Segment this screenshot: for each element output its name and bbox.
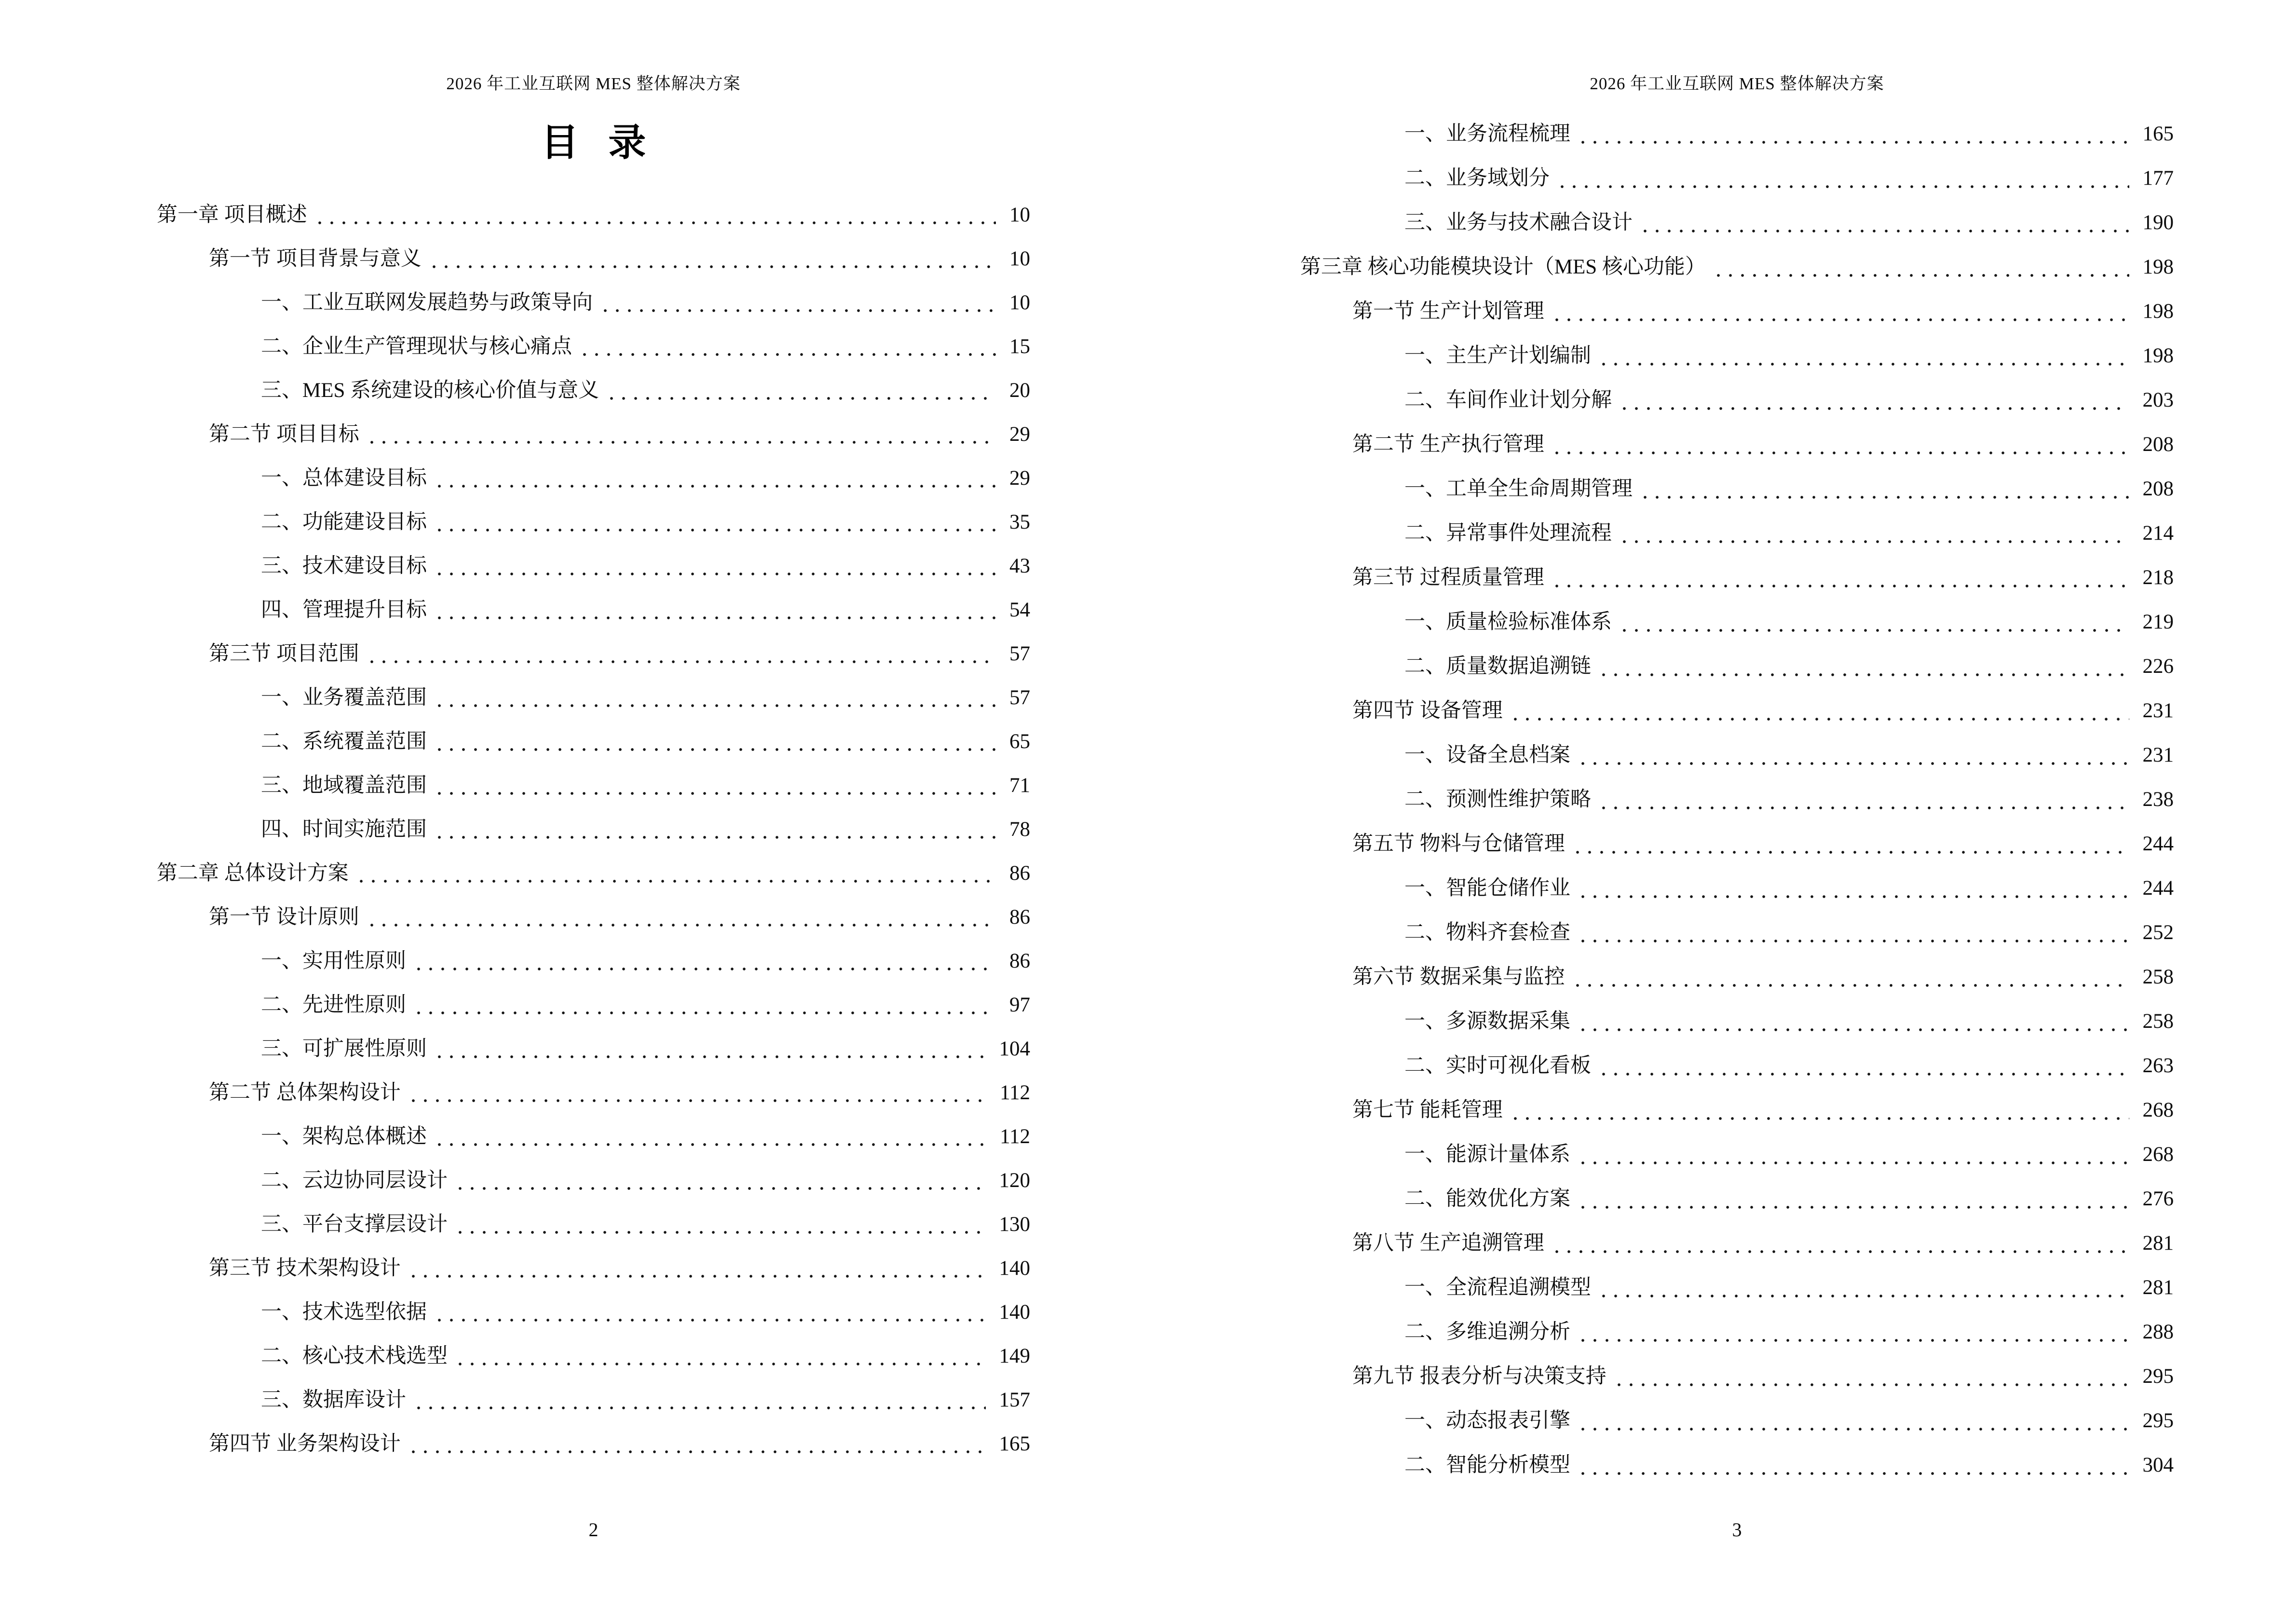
toc-entry-page: 149 bbox=[999, 1345, 1030, 1367]
dot-leader bbox=[1551, 289, 2129, 334]
toc-entry-label: 一、技术选型依据 bbox=[261, 1301, 427, 1324]
toc-entry bbox=[1300, 778, 2174, 822]
dot-leader bbox=[1551, 1221, 2129, 1266]
dot-leader bbox=[408, 1422, 986, 1466]
dot-leader bbox=[1572, 822, 2129, 866]
dot-leader bbox=[314, 193, 996, 237]
dot-leader bbox=[434, 1115, 986, 1159]
toc-entry-label: 一、工单全生命周期管理 bbox=[1404, 478, 1633, 500]
toc-entry-label: 一、总体建设目标 bbox=[261, 467, 427, 490]
toc-entry-label: 二、能效优化方案 bbox=[1404, 1187, 1570, 1210]
toc-entry-label: 一、主生产计划编制 bbox=[1404, 344, 1591, 367]
toc-entry bbox=[1300, 112, 2174, 156]
toc-entry bbox=[157, 281, 1030, 325]
toc-entry bbox=[1300, 999, 2174, 1044]
dot-leader bbox=[454, 1334, 986, 1378]
dot-leader bbox=[366, 412, 996, 456]
toc-entry bbox=[157, 588, 1030, 632]
page-number-left: 2 bbox=[588, 1519, 599, 1541]
toc-entry bbox=[157, 1071, 1030, 1115]
toc-entry-page: 120 bbox=[999, 1169, 1030, 1192]
toc-entry-label: 第三章 核心功能模块设计（MES 核心功能） bbox=[1300, 256, 1706, 278]
toc-entry-label: 二、系统覆盖范围 bbox=[261, 730, 427, 753]
toc-entry-label: 一、业务覆盖范围 bbox=[261, 686, 427, 709]
toc-entry bbox=[157, 544, 1030, 588]
toc-entry-page: 57 bbox=[1009, 686, 1030, 709]
dot-leader bbox=[408, 1246, 986, 1290]
toc-entry-label: 一、多源数据采集 bbox=[1404, 1010, 1570, 1033]
toc-entry bbox=[157, 412, 1030, 456]
toc-entry-label: 一、架构总体概述 bbox=[261, 1125, 427, 1148]
dot-leader bbox=[1619, 600, 2129, 644]
toc-entry-page: 190 bbox=[2142, 211, 2174, 234]
toc-entry-label: 二、智能分析模型 bbox=[1404, 1454, 1570, 1476]
toc-entry-page: 295 bbox=[2142, 1409, 2174, 1432]
dot-leader bbox=[434, 764, 996, 807]
toc-entry bbox=[157, 237, 1030, 281]
dot-leader bbox=[1598, 334, 2129, 378]
dot-leader bbox=[413, 983, 996, 1027]
dot-leader bbox=[1577, 1133, 2129, 1177]
toc-entry bbox=[157, 895, 1030, 939]
toc-entry-label: 二、核心技术栈选型 bbox=[261, 1345, 448, 1367]
toc-entry-label: 一、动态报表引擎 bbox=[1404, 1409, 1570, 1432]
dot-leader bbox=[434, 544, 996, 588]
toc-entry bbox=[1300, 1443, 2174, 1488]
dot-leader bbox=[454, 1159, 986, 1202]
dot-leader bbox=[413, 1378, 986, 1422]
toc-entry-label: 一、智能仓储作业 bbox=[1404, 877, 1570, 900]
toc-entry-label: 一、质量检验标准体系 bbox=[1404, 611, 1612, 633]
toc-entry-label: 一、设备全息档案 bbox=[1404, 744, 1570, 766]
toc-entry bbox=[157, 368, 1030, 412]
toc-entry-page: 304 bbox=[2142, 1454, 2174, 1476]
toc-entry-page: 112 bbox=[1000, 1125, 1030, 1148]
toc-entry bbox=[157, 1422, 1030, 1466]
toc-entry-label: 二、业务域划分 bbox=[1404, 167, 1550, 190]
toc-entry bbox=[157, 1027, 1030, 1071]
dot-leader bbox=[1577, 1399, 2129, 1443]
dot-leader bbox=[434, 807, 996, 851]
toc-entry-page: 86 bbox=[1009, 906, 1030, 928]
dot-leader bbox=[1598, 1266, 2129, 1310]
toc-entry bbox=[1300, 689, 2174, 733]
dot-leader bbox=[606, 368, 996, 412]
dot-leader bbox=[454, 1202, 986, 1246]
toc-entry-page: 218 bbox=[2142, 566, 2174, 589]
toc-entry bbox=[1300, 1310, 2174, 1354]
toc-entry bbox=[1300, 201, 2174, 245]
toc-entry-page: 140 bbox=[999, 1257, 1030, 1280]
dot-leader bbox=[1556, 156, 2129, 201]
dot-leader bbox=[1639, 201, 2129, 245]
toc-entry-page: 10 bbox=[1009, 247, 1030, 270]
toc-entry bbox=[157, 456, 1030, 500]
toc-entry-page: 112 bbox=[1000, 1081, 1030, 1104]
dot-leader bbox=[428, 237, 996, 281]
toc-entry bbox=[1300, 866, 2174, 911]
toc-entry-page: 29 bbox=[1009, 467, 1030, 490]
toc-entry-label: 二、质量数据追溯链 bbox=[1404, 655, 1591, 678]
toc-entry-label: 第三节 过程质量管理 bbox=[1352, 566, 1544, 589]
toc-entry-label: 四、时间实施范围 bbox=[261, 818, 427, 841]
toc-entry-page: 252 bbox=[2142, 921, 2174, 944]
toc-entry-page: 238 bbox=[2142, 788, 2174, 811]
dot-leader bbox=[1619, 378, 2129, 423]
toc-entry-label: 三、MES 系统建设的核心价值与意义 bbox=[261, 379, 599, 402]
toc-entry bbox=[157, 939, 1030, 983]
toc-entry-label: 第九节 报表分析与决策支持 bbox=[1352, 1365, 1606, 1388]
toc-entry-label: 二、多维追溯分析 bbox=[1404, 1321, 1570, 1343]
toc-entry-page: 43 bbox=[1009, 555, 1030, 577]
toc-entry-label: 三、数据库设计 bbox=[261, 1389, 406, 1411]
toc-entry-label: 三、可扩展性原则 bbox=[261, 1037, 427, 1060]
toc-entry-page: 130 bbox=[999, 1213, 1030, 1236]
page-number-right: 3 bbox=[1732, 1519, 1742, 1541]
toc-entry-page: 20 bbox=[1009, 379, 1030, 402]
toc-entry-label: 第二章 总体设计方案 bbox=[157, 862, 349, 885]
toc-entry-page: 295 bbox=[2142, 1365, 2174, 1388]
dot-leader bbox=[1577, 1310, 2129, 1354]
dot-leader bbox=[1598, 1044, 2129, 1088]
dot-leader bbox=[408, 1071, 986, 1115]
toc-entry-label: 第五节 物料与仓储管理 bbox=[1352, 832, 1565, 855]
toc-entry-page: 78 bbox=[1009, 818, 1030, 841]
toc-entry bbox=[1300, 1266, 2174, 1310]
toc-page-right bbox=[1144, 0, 2287, 1624]
toc-entry-label: 二、异常事件处理流程 bbox=[1404, 522, 1612, 545]
toc-entry-page: 10 bbox=[1009, 291, 1030, 314]
toc-entry-page: 276 bbox=[2142, 1187, 2174, 1210]
dot-leader bbox=[1572, 955, 2129, 999]
toc-entry-page: 65 bbox=[1009, 730, 1030, 753]
toc-entry-page: 177 bbox=[2142, 167, 2174, 190]
toc-entry-page: 140 bbox=[999, 1301, 1030, 1324]
toc-entry-label: 第四节 设备管理 bbox=[1352, 699, 1503, 722]
dot-leader bbox=[1577, 112, 2129, 156]
toc-entry-page: 281 bbox=[2142, 1232, 2174, 1255]
toc-entry-page: 71 bbox=[1009, 774, 1030, 797]
toc-entry bbox=[1300, 1354, 2174, 1399]
toc-entry-page: 86 bbox=[1009, 862, 1030, 885]
toc-entry-page: 258 bbox=[2142, 966, 2174, 988]
dot-leader bbox=[579, 325, 996, 368]
toc-entry-label: 二、云边协同层设计 bbox=[261, 1169, 448, 1192]
dot-leader bbox=[1510, 1088, 2129, 1133]
toc-entry bbox=[1300, 1044, 2174, 1088]
toc-entry-page: 281 bbox=[2142, 1276, 2174, 1299]
toc-entry bbox=[157, 1115, 1030, 1159]
toc-entry bbox=[157, 1246, 1030, 1290]
dot-leader bbox=[434, 456, 996, 500]
toc-entry-label: 第一章 项目概述 bbox=[157, 204, 307, 226]
toc-entry-page: 231 bbox=[2142, 699, 2174, 722]
toc-entry-label: 第六节 数据采集与监控 bbox=[1352, 966, 1565, 988]
toc-entry bbox=[157, 1159, 1030, 1202]
dot-leader bbox=[1551, 556, 2129, 600]
toc-entry-label: 二、物料齐套检查 bbox=[1404, 921, 1570, 944]
toc-entry-label: 第四节 业务架构设计 bbox=[209, 1433, 401, 1455]
dot-leader bbox=[366, 895, 996, 939]
toc-entry-label: 第七节 能耗管理 bbox=[1352, 1099, 1503, 1121]
dot-leader bbox=[1613, 1354, 2129, 1399]
toc-entry-label: 一、业务流程梳理 bbox=[1404, 123, 1570, 145]
dot-leader bbox=[1713, 245, 2129, 289]
toc-entry-label: 三、地域覆盖范围 bbox=[261, 774, 427, 797]
toc-list-left bbox=[157, 193, 1030, 1466]
toc-entry-page: 15 bbox=[1009, 335, 1030, 358]
toc-entry-page: 54 bbox=[1009, 599, 1030, 621]
toc-entry-page: 244 bbox=[2142, 877, 2174, 900]
dot-leader bbox=[1551, 423, 2129, 467]
toc-entry-page: 268 bbox=[2142, 1143, 2174, 1166]
dot-leader bbox=[434, 676, 996, 720]
toc-entry-label: 一、工业互联网发展趋势与政策导向 bbox=[261, 291, 593, 314]
dot-leader bbox=[1577, 733, 2129, 778]
toc-entry bbox=[1300, 600, 2174, 644]
dot-leader bbox=[1577, 866, 2129, 911]
toc-entry bbox=[157, 193, 1030, 237]
toc-entry bbox=[1300, 1088, 2174, 1133]
dot-leader bbox=[1639, 467, 2129, 511]
toc-entry-page: 198 bbox=[2142, 256, 2174, 278]
toc-entry-page: 29 bbox=[1009, 423, 1030, 446]
toc-entry-label: 二、车间作业计划分解 bbox=[1404, 389, 1612, 411]
toc-entry-page: 203 bbox=[2142, 389, 2174, 411]
toc-entry-page: 219 bbox=[2142, 611, 2174, 633]
toc-entry-label: 二、实时可视化看板 bbox=[1404, 1054, 1591, 1077]
toc-entry-page: 288 bbox=[2142, 1321, 2174, 1343]
dot-leader bbox=[1598, 644, 2129, 689]
toc-entry bbox=[1300, 511, 2174, 556]
toc-entry-label: 第一节 设计原则 bbox=[209, 906, 359, 928]
toc-entry bbox=[1300, 1399, 2174, 1443]
toc-entry bbox=[157, 1378, 1030, 1422]
toc-entry-page: 214 bbox=[2142, 522, 2174, 545]
dot-leader bbox=[413, 939, 996, 983]
toc-entry bbox=[157, 676, 1030, 720]
dot-leader bbox=[1577, 1177, 2129, 1221]
toc-entry bbox=[1300, 334, 2174, 378]
document-header: 2026 年工业互联网 MES 整体解决方案 bbox=[446, 74, 741, 93]
toc-entry-label: 二、预测性维护策略 bbox=[1404, 788, 1591, 811]
dot-leader bbox=[1510, 689, 2129, 733]
toc-entry-page: 157 bbox=[999, 1389, 1030, 1411]
toc-entry-page: 263 bbox=[2142, 1054, 2174, 1077]
toc-entry-label: 第八节 生产追溯管理 bbox=[1352, 1232, 1544, 1255]
dot-leader bbox=[1577, 1443, 2129, 1488]
toc-entry bbox=[157, 764, 1030, 807]
toc-entry-label: 一、全流程追溯模型 bbox=[1404, 1276, 1591, 1299]
toc-entry-page: 198 bbox=[2142, 300, 2174, 323]
toc-entry bbox=[1300, 378, 2174, 423]
dot-leader bbox=[355, 851, 996, 895]
toc-entry bbox=[157, 807, 1030, 851]
toc-entry bbox=[157, 983, 1030, 1027]
toc-entry-page: 97 bbox=[1009, 994, 1030, 1016]
toc-entry-page: 231 bbox=[2142, 744, 2174, 766]
toc-entry-page: 268 bbox=[2142, 1099, 2174, 1121]
dot-leader bbox=[1598, 778, 2129, 822]
dot-leader bbox=[1619, 511, 2129, 556]
toc-entry bbox=[1300, 289, 2174, 334]
toc-entry bbox=[157, 1290, 1030, 1334]
dot-leader bbox=[434, 1027, 986, 1071]
toc-entry-label: 第一节 生产计划管理 bbox=[1352, 300, 1544, 323]
toc-entry bbox=[1300, 423, 2174, 467]
dot-leader bbox=[1577, 999, 2129, 1044]
dot-leader bbox=[1577, 911, 2129, 955]
toc-list-right bbox=[1300, 112, 2174, 1488]
dot-leader bbox=[434, 1290, 986, 1334]
toc-entry bbox=[157, 1202, 1030, 1246]
toc-entry-label: 二、企业生产管理现状与核心痛点 bbox=[261, 335, 572, 358]
toc-entry bbox=[1300, 556, 2174, 600]
toc-entry-label: 三、业务与技术融合设计 bbox=[1404, 211, 1633, 234]
toc-entry bbox=[1300, 1221, 2174, 1266]
dot-leader bbox=[434, 500, 996, 544]
toc-entry bbox=[1300, 467, 2174, 511]
toc-entry-page: 165 bbox=[2142, 123, 2174, 145]
dot-leader bbox=[599, 281, 996, 325]
toc-entry-label: 二、功能建设目标 bbox=[261, 511, 427, 533]
toc-entry-page: 57 bbox=[1009, 642, 1030, 665]
toc-entry-label: 三、技术建设目标 bbox=[261, 555, 427, 577]
toc-entry-label: 一、实用性原则 bbox=[261, 950, 406, 972]
toc-entry bbox=[1300, 1177, 2174, 1221]
toc-entry bbox=[157, 1334, 1030, 1378]
toc-entry-page: 104 bbox=[999, 1037, 1030, 1060]
toc-entry bbox=[157, 325, 1030, 368]
toc-entry bbox=[1300, 1133, 2174, 1177]
dot-leader bbox=[366, 632, 996, 676]
toc-entry-page: 10 bbox=[1009, 204, 1030, 226]
document-header: 2026 年工业互联网 MES 整体解决方案 bbox=[1590, 74, 1884, 93]
toc-entry bbox=[1300, 245, 2174, 289]
toc-entry bbox=[1300, 955, 2174, 999]
toc-entry bbox=[1300, 156, 2174, 201]
toc-entry-page: 226 bbox=[2142, 655, 2174, 678]
toc-entry bbox=[157, 632, 1030, 676]
toc-entry bbox=[1300, 733, 2174, 778]
toc-entry-label: 第一节 项目背景与意义 bbox=[209, 247, 422, 270]
toc-entry-page: 165 bbox=[999, 1433, 1030, 1455]
toc-entry bbox=[1300, 911, 2174, 955]
dot-leader bbox=[434, 720, 996, 764]
toc-title: 目 录 bbox=[541, 122, 646, 164]
toc-entry-page: 208 bbox=[2142, 433, 2174, 456]
toc-entry bbox=[157, 851, 1030, 895]
toc-entry bbox=[1300, 644, 2174, 689]
toc-entry-label: 第二节 生产执行管理 bbox=[1352, 433, 1544, 456]
toc-entry-page: 258 bbox=[2142, 1010, 2174, 1033]
toc-entry bbox=[157, 500, 1030, 544]
toc-entry-page: 208 bbox=[2142, 478, 2174, 500]
toc-entry bbox=[1300, 822, 2174, 866]
toc-entry-label: 三、平台支撑层设计 bbox=[261, 1213, 448, 1236]
toc-entry-label: 第二节 项目目标 bbox=[209, 423, 359, 446]
toc-entry-label: 第二节 总体架构设计 bbox=[209, 1081, 401, 1104]
toc-entry-page: 198 bbox=[2142, 344, 2174, 367]
toc-entry-label: 二、先进性原则 bbox=[261, 994, 406, 1016]
toc-entry bbox=[157, 720, 1030, 764]
toc-entry-label: 四、管理提升目标 bbox=[261, 599, 427, 621]
dot-leader bbox=[434, 588, 996, 632]
toc-entry-label: 一、能源计量体系 bbox=[1404, 1143, 1570, 1166]
toc-entry-label: 第三节 项目范围 bbox=[209, 642, 359, 665]
toc-entry-page: 244 bbox=[2142, 832, 2174, 855]
toc-entry-page: 86 bbox=[1009, 950, 1030, 972]
toc-entry-page: 35 bbox=[1009, 511, 1030, 533]
toc-entry-label: 第三节 技术架构设计 bbox=[209, 1257, 401, 1280]
